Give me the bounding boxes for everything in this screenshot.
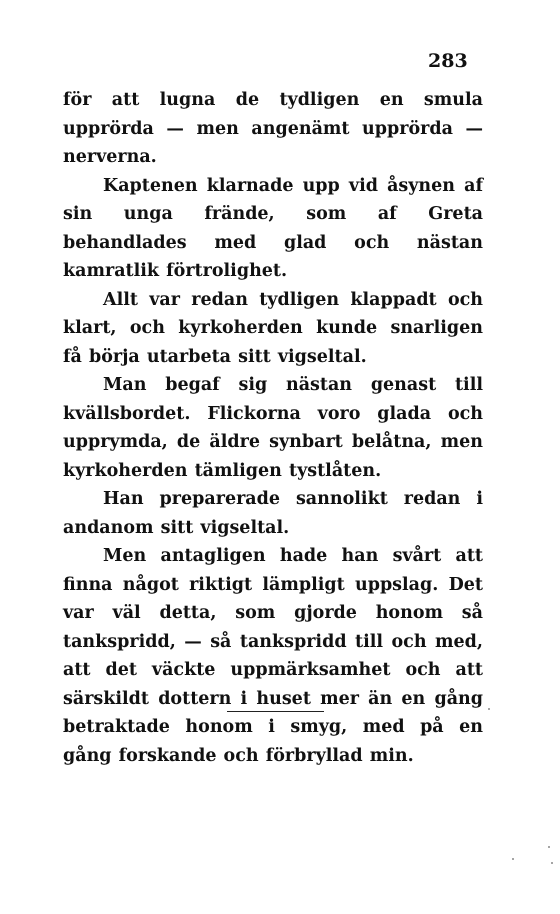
paper-speck [488,708,490,710]
paragraph-continuation: för att lugna de tydligen en smula upprörda — men angenämt upprörda — nerverna. [63,90,483,167]
paragraph: Allt var redan tydligen klappadt och klart, och kyrkoherden kunde snarligen få börja utarbeta sitt vigseltal. [63,289,483,367]
section-divider [227,711,324,712]
body-text [63,86,483,770]
page-number: 283 [428,50,468,72]
paragraph: Men antagligen hade han svårt att finna något riktigt lämpligt uppslag. Det var väl detta, som gjorde honom så tankspridd, — så tankspridd till och med, att det väckte uppmärksamhet och att särskildt dottern i huset mer än en gång betraktade honom i smyg, med på en gång forskande och förbryllad min. [63,546,483,766]
paragraph: Han preparerade sannolikt redan i andanom sitt vigseltal. [63,489,483,538]
paper-speck [512,858,514,860]
paragraph: Kaptenen klarnade upp vid åsynen af sin unga frände, som af Greta behandlades med glad och nästan kamratlik förtrolighet. [63,175,483,281]
paper-speck [551,862,553,864]
paragraph: Man begaf sig nästan genast till kvällsbordet. Flickorna voro glada och upprymda, de äldre synbart belåtna, men kyrkoherden tämligen tystlåten. [63,375,483,481]
paper-speck [548,846,550,848]
